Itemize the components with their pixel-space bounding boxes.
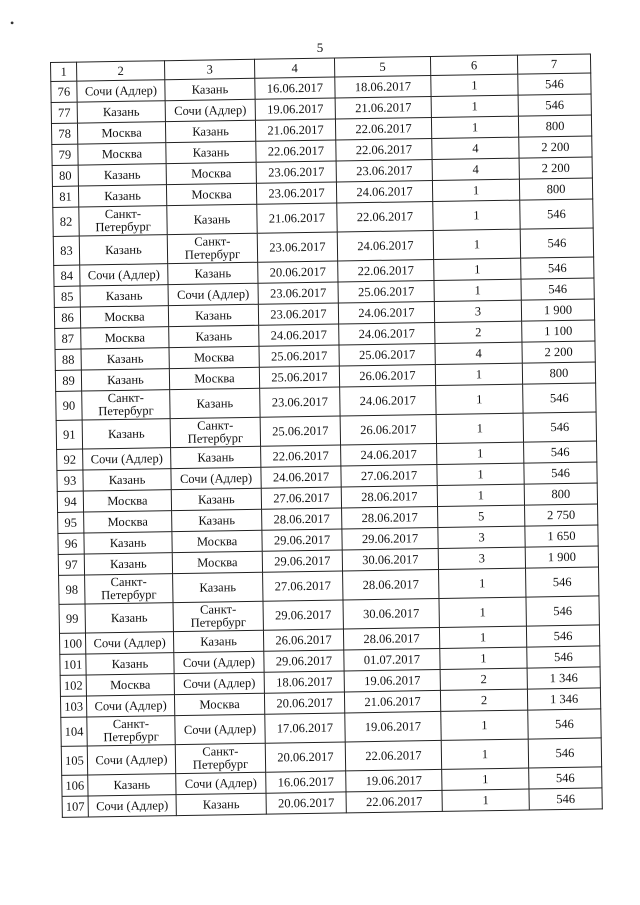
return-date-cell: 01.07.2017 xyxy=(344,648,440,671)
destination-city-cell: Сочи (Адлер) xyxy=(165,99,255,121)
return-date-cell: 22.06.2017 xyxy=(335,118,431,141)
return-date-cell: 24.06.2017 xyxy=(340,385,436,416)
amount-cell: 546 xyxy=(526,625,599,647)
amount-cell: 546 xyxy=(528,709,601,739)
amount-cell: 2 750 xyxy=(525,504,598,526)
row-number-cell: 77 xyxy=(51,102,77,123)
quantity-cell: 1 xyxy=(435,363,522,385)
departure-date-cell: 20.06.2017 xyxy=(266,792,346,814)
row-number-cell: 96 xyxy=(58,533,84,554)
row-number-cell: 93 xyxy=(57,470,83,491)
destination-city-cell: Казань xyxy=(167,204,257,234)
origin-city-cell: Санкт-Петербург xyxy=(85,574,173,604)
row-number-cell: 80 xyxy=(52,165,78,186)
quantity-cell: 1 xyxy=(437,442,524,464)
table-body xyxy=(51,73,602,817)
departure-date-cell: 29.06.2017 xyxy=(264,650,344,672)
origin-city-cell: Казань xyxy=(86,653,174,675)
row-number-cell: 81 xyxy=(52,186,78,207)
departure-date-cell: 23.06.2017 xyxy=(258,282,338,304)
departure-date-cell: 23.06.2017 xyxy=(257,232,337,262)
row-number-cell: 94 xyxy=(57,491,83,512)
departure-date-cell: 25.06.2017 xyxy=(260,416,340,446)
origin-city-cell: Санкт-Петербург xyxy=(82,390,170,420)
amount-cell: 546 xyxy=(529,767,602,789)
destination-city-cell: Казань xyxy=(165,120,255,142)
row-number-cell: 95 xyxy=(58,512,84,533)
quantity-cell: 5 xyxy=(438,505,525,527)
return-date-cell: 30.06.2017 xyxy=(343,598,439,629)
amount-cell: 546 xyxy=(524,462,597,484)
amount-cell: 800 xyxy=(524,483,597,505)
destination-city-cell: Санкт-Петербург xyxy=(173,601,263,631)
destination-city-cell: Сочи (Адлер) xyxy=(174,651,264,673)
quantity-cell: 2 xyxy=(440,689,527,711)
departure-date-cell: 23.06.2017 xyxy=(256,161,336,183)
departure-date-cell: 20.06.2017 xyxy=(265,742,345,772)
header-cell: 3 xyxy=(164,59,254,79)
return-date-cell: 19.06.2017 xyxy=(346,769,442,792)
destination-city-cell: Санкт-Петербург xyxy=(167,233,257,263)
origin-city-cell: Казань xyxy=(79,235,167,265)
amount-cell: 546 xyxy=(526,567,599,597)
destination-city-cell: Санкт-Петербург xyxy=(170,417,260,447)
row-number-cell: 98 xyxy=(59,575,85,604)
row-number-cell: 84 xyxy=(54,265,80,286)
quantity-cell: 1 xyxy=(431,116,518,138)
scan-mark: • xyxy=(10,16,15,30)
departure-date-cell: 29.06.2017 xyxy=(262,529,342,551)
quantity-cell: 1 xyxy=(442,789,529,811)
row-number-cell: 92 xyxy=(57,449,83,470)
row-number-cell: 106 xyxy=(62,775,88,796)
destination-city-cell: Казань xyxy=(173,572,263,602)
quantity-cell: 3 xyxy=(438,526,525,548)
row-number-cell: 89 xyxy=(55,370,81,391)
origin-city-cell: Сочи (Адлер) xyxy=(80,264,168,286)
origin-city-cell: Москва xyxy=(80,306,168,328)
departure-date-cell: 17.06.2017 xyxy=(265,713,345,743)
quantity-cell: 1 xyxy=(437,463,524,485)
origin-city-cell: Сочи (Адлер) xyxy=(83,448,171,470)
row-number-cell: 82 xyxy=(53,207,79,236)
quantity-cell: 3 xyxy=(434,300,521,322)
origin-city-cell: Сочи (Адлер) xyxy=(85,632,173,654)
amount-cell: 1 900 xyxy=(525,546,598,568)
destination-city-cell: Казань xyxy=(166,141,256,163)
amount-cell: 546 xyxy=(518,73,591,95)
return-date-cell: 26.06.2017 xyxy=(339,364,435,387)
amount-cell: 546 xyxy=(518,94,591,116)
return-date-cell: 19.06.2017 xyxy=(345,711,441,742)
origin-city-cell: Казань xyxy=(84,532,172,554)
destination-city-cell: Сочи (Адлер) xyxy=(168,283,258,305)
quantity-cell: 1 xyxy=(439,568,526,598)
quantity-cell: 1 xyxy=(439,626,526,648)
origin-city-cell: Москва xyxy=(86,674,174,696)
departure-date-cell: 23.06.2017 xyxy=(258,303,338,325)
destination-city-cell: Казань xyxy=(176,793,266,815)
return-date-cell: 27.06.2017 xyxy=(341,464,437,487)
header-cell: 4 xyxy=(254,58,334,78)
amount-cell: 546 xyxy=(527,646,600,668)
origin-city-cell: Казань xyxy=(78,185,166,207)
quantity-cell: 1 xyxy=(433,229,520,259)
amount-cell: 546 xyxy=(521,278,594,300)
amount-cell: 1 346 xyxy=(527,667,600,689)
return-date-cell: 22.06.2017 xyxy=(346,790,442,813)
origin-city-cell: Москва xyxy=(84,511,172,533)
quantity-cell: 1 xyxy=(441,739,528,769)
row-number-cell: 103 xyxy=(60,696,86,717)
destination-city-cell: Казань xyxy=(171,488,261,510)
origin-city-cell: Сочи (Адлер) xyxy=(87,745,175,775)
return-date-cell: 22.06.2017 xyxy=(338,259,434,282)
departure-date-cell: 21.06.2017 xyxy=(255,119,335,141)
departure-date-cell: 22.06.2017 xyxy=(256,140,336,162)
quantity-cell: 1 xyxy=(441,710,528,740)
row-number-cell: 86 xyxy=(54,307,80,328)
return-date-cell: 24.06.2017 xyxy=(338,301,434,324)
return-date-cell: 23.06.2017 xyxy=(336,160,432,183)
amount-cell: 800 xyxy=(518,115,591,137)
return-date-cell: 22.06.2017 xyxy=(336,139,432,162)
destination-city-cell: Казань xyxy=(165,78,255,100)
quantity-cell: 4 xyxy=(432,137,519,159)
return-date-cell: 25.06.2017 xyxy=(338,280,434,303)
departure-date-cell: 27.06.2017 xyxy=(261,487,341,509)
destination-city-cell: Москва xyxy=(174,693,264,715)
row-number-cell: 76 xyxy=(51,81,77,102)
row-number-cell: 107 xyxy=(62,796,88,817)
return-date-cell: 24.06.2017 xyxy=(341,443,437,466)
amount-cell: 546 xyxy=(528,738,601,768)
quantity-cell: 1 xyxy=(431,95,518,117)
departure-date-cell: 24.06.2017 xyxy=(259,324,339,346)
return-date-cell: 30.06.2017 xyxy=(342,548,438,571)
origin-city-cell: Санкт-Петербург xyxy=(87,716,175,746)
origin-city-cell: Сочи (Адлер) xyxy=(86,695,174,717)
destination-city-cell: Казань xyxy=(173,630,263,652)
return-date-cell: 24.06.2017 xyxy=(337,231,433,262)
departure-date-cell: 16.06.2017 xyxy=(255,77,335,99)
row-number-cell: 78 xyxy=(51,123,77,144)
origin-city-cell: Казань xyxy=(80,285,168,307)
departure-date-cell: 18.06.2017 xyxy=(264,671,344,693)
origin-city-cell: Казань xyxy=(81,369,169,391)
departure-date-cell: 29.06.2017 xyxy=(263,600,343,630)
destination-city-cell: Казань xyxy=(168,304,258,326)
quantity-cell: 1 xyxy=(434,258,521,280)
quantity-cell: 1 xyxy=(442,768,529,790)
destination-city-cell: Москва xyxy=(169,346,259,368)
destination-city-cell: Казань xyxy=(172,509,262,531)
departure-date-cell: 23.06.2017 xyxy=(260,387,340,417)
header-cell: 1 xyxy=(51,62,77,81)
row-number-cell: 91 xyxy=(56,420,82,449)
amount-cell: 1 900 xyxy=(521,299,594,321)
row-number-cell: 101 xyxy=(60,654,86,675)
origin-city-cell: Казань xyxy=(88,774,176,796)
amount-cell: 1 650 xyxy=(525,525,598,547)
header-cell: 5 xyxy=(334,57,430,78)
return-date-cell: 28.06.2017 xyxy=(343,627,439,650)
table-wrapper xyxy=(50,54,602,818)
row-number-cell: 104 xyxy=(61,717,87,746)
quantity-cell: 1 xyxy=(434,279,521,301)
return-date-cell: 26.06.2017 xyxy=(340,414,436,445)
row-number-cell: 90 xyxy=(56,391,82,420)
amount-cell: 546 xyxy=(523,412,596,442)
quantity-cell: 3 xyxy=(438,547,525,569)
departure-date-cell: 27.06.2017 xyxy=(263,571,343,601)
row-number-cell: 105 xyxy=(61,746,87,775)
return-date-cell: 18.06.2017 xyxy=(335,76,431,99)
return-date-cell: 28.06.2017 xyxy=(341,485,437,508)
origin-city-cell: Сочи (Адлер) xyxy=(88,795,176,817)
destination-city-cell: Казань xyxy=(170,388,260,418)
amount-cell: 546 xyxy=(521,257,594,279)
quantity-cell: 2 xyxy=(440,668,527,690)
quantity-cell: 2 xyxy=(435,321,522,343)
origin-city-cell: Москва xyxy=(81,327,169,349)
row-number-cell: 87 xyxy=(55,328,81,349)
destination-city-cell: Сочи (Адлер) xyxy=(174,672,264,694)
departure-date-cell: 25.06.2017 xyxy=(259,345,339,367)
amount-cell: 546 xyxy=(520,228,593,258)
quantity-cell: 4 xyxy=(432,158,519,180)
amount-cell: 546 xyxy=(526,596,599,626)
return-date-cell: 22.06.2017 xyxy=(345,740,441,771)
departure-date-cell: 25.06.2017 xyxy=(259,366,339,388)
amount-cell: 546 xyxy=(523,383,596,413)
origin-city-cell: Казань xyxy=(77,101,165,123)
return-date-cell: 24.06.2017 xyxy=(339,322,435,345)
destination-city-cell: Москва xyxy=(166,162,256,184)
destination-city-cell: Сочи (Адлер) xyxy=(175,714,265,744)
origin-city-cell: Санкт-Петербург xyxy=(79,206,167,236)
row-number-cell: 85 xyxy=(54,286,80,307)
amount-cell: 800 xyxy=(519,178,592,200)
origin-city-cell: Казань xyxy=(81,348,169,370)
quantity-cell: 1 xyxy=(437,484,524,506)
destination-city-cell: Казань xyxy=(171,446,261,468)
quantity-cell: 1 xyxy=(436,413,523,443)
amount-cell: 1 100 xyxy=(522,320,595,342)
departure-date-cell: 29.06.2017 xyxy=(262,550,342,572)
departure-date-cell: 26.06.2017 xyxy=(263,629,343,651)
departure-date-cell: 20.06.2017 xyxy=(264,692,344,714)
destination-city-cell: Санкт-Петербург xyxy=(175,743,265,773)
return-date-cell: 28.06.2017 xyxy=(342,506,438,529)
return-date-cell: 29.06.2017 xyxy=(342,527,438,550)
quantity-cell: 4 xyxy=(435,342,522,364)
return-date-cell: 22.06.2017 xyxy=(337,202,433,233)
amount-cell: 2 200 xyxy=(522,341,595,363)
return-date-cell: 25.06.2017 xyxy=(339,343,435,366)
amount-cell: 800 xyxy=(522,362,595,384)
amount-cell: 1 346 xyxy=(527,688,600,710)
origin-city-cell: Казань xyxy=(85,603,173,633)
departure-date-cell: 28.06.2017 xyxy=(262,508,342,530)
amount-cell: 2 200 xyxy=(519,157,592,179)
origin-city-cell: Москва xyxy=(78,143,166,165)
destination-city-cell: Казань xyxy=(168,262,258,284)
origin-city-cell: Казань xyxy=(83,469,171,491)
row-number-cell: 99 xyxy=(59,604,85,633)
departure-date-cell: 16.06.2017 xyxy=(266,771,346,793)
flights-table xyxy=(50,54,603,818)
return-date-cell: 28.06.2017 xyxy=(343,569,439,600)
quantity-cell: 1 xyxy=(432,179,519,201)
row-number-cell: 83 xyxy=(53,236,79,265)
amount-cell: 546 xyxy=(524,441,597,463)
return-date-cell: 19.06.2017 xyxy=(344,669,440,692)
destination-city-cell: Сочи (Адлер) xyxy=(171,467,261,489)
departure-date-cell: 19.06.2017 xyxy=(255,98,335,120)
quantity-cell: 1 xyxy=(431,74,518,96)
header-cell: 6 xyxy=(430,55,517,75)
page-number: 5 xyxy=(316,40,324,55)
quantity-cell: 1 xyxy=(439,597,526,627)
header-cell: 2 xyxy=(77,61,165,81)
departure-date-cell: 22.06.2017 xyxy=(261,445,341,467)
origin-city-cell: Казань xyxy=(82,419,170,449)
departure-date-cell: 21.06.2017 xyxy=(257,203,337,233)
destination-city-cell: Москва xyxy=(169,367,259,389)
row-number-cell: 97 xyxy=(58,554,84,575)
return-date-cell: 24.06.2017 xyxy=(336,181,432,204)
amount-cell: 2 200 xyxy=(519,136,592,158)
return-date-cell: 21.06.2017 xyxy=(335,97,431,120)
quantity-cell: 1 xyxy=(440,647,527,669)
origin-city-cell: Казань xyxy=(84,553,172,575)
row-number-cell: 79 xyxy=(52,144,78,165)
row-number-cell: 100 xyxy=(59,633,85,654)
destination-city-cell: Казань xyxy=(169,325,259,347)
header-cell: 7 xyxy=(517,54,590,74)
row-number-cell: 102 xyxy=(60,675,86,696)
amount-cell: 546 xyxy=(529,788,602,810)
departure-date-cell: 23.06.2017 xyxy=(256,182,336,204)
origin-city-cell: Москва xyxy=(83,490,171,512)
destination-city-cell: Москва xyxy=(166,183,256,205)
destination-city-cell: Москва xyxy=(172,551,262,573)
destination-city-cell: Москва xyxy=(172,530,262,552)
quantity-cell: 1 xyxy=(436,384,523,414)
amount-cell: 546 xyxy=(520,199,593,229)
destination-city-cell: Сочи (Адлер) xyxy=(176,772,266,794)
origin-city-cell: Сочи (Адлер) xyxy=(77,80,165,102)
departure-date-cell: 24.06.2017 xyxy=(261,466,341,488)
origin-city-cell: Казань xyxy=(78,164,166,186)
departure-date-cell: 20.06.2017 xyxy=(258,261,338,283)
origin-city-cell: Москва xyxy=(77,122,165,144)
quantity-cell: 1 xyxy=(433,200,520,230)
return-date-cell: 21.06.2017 xyxy=(344,690,440,713)
row-number-cell: 88 xyxy=(55,349,81,370)
